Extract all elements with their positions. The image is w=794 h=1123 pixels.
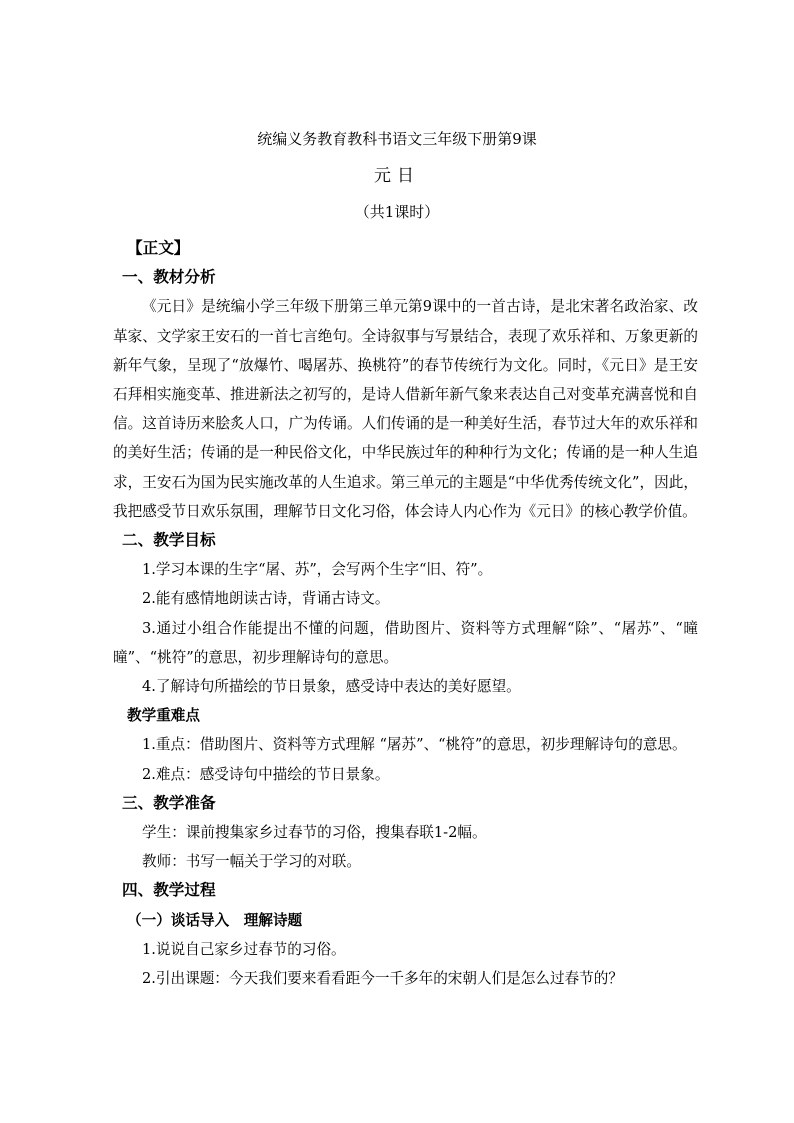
- objective-item: 3.通过小组合作能提出不懂的问题，借助图片、资料等方式理解“除”、“屠苏”、“曈曈”、“桃符”的意思，初步理解诗句的意思。: [113, 619, 698, 666]
- objective-item: 2.能有感情地朗读古诗，背诵古诗文。: [142, 590, 390, 608]
- key-points-subheading: 教学重难点: [127, 707, 200, 725]
- section-heading-preparation: 三、教学准备: [122, 793, 216, 812]
- section-heading-analysis: 一、教材分析: [122, 268, 216, 287]
- document-subtitle: （共1课时）: [354, 203, 440, 221]
- preparation-item: 学生：课前搜集家乡过春节的习俗，搜集春联1-2幅。: [142, 824, 487, 842]
- section-heading-objectives: 二、教学目标: [122, 531, 216, 550]
- process-item: 1.说说自己家乡过春节的习俗。: [142, 940, 346, 958]
- document-header: 统编义务教育教科书语文三年级下册第9课: [257, 130, 537, 148]
- objective-item: 1.学习本课的生字“屠、苏”，会写两个生字“旧、符”。: [142, 561, 493, 579]
- key-point-item: 2.难点：感受诗句中描绘的节日景象。: [142, 765, 390, 783]
- preparation-item: 教师：书写一幅关于学习的对联。: [142, 853, 361, 871]
- key-point-item: 1.重点：借助图片、资料等方式理解 “屠苏”、“桃符”的意思，初步理解诗句的意思。: [142, 736, 687, 754]
- section-heading-process: 四、教学过程: [122, 881, 216, 900]
- process-subheading: （一）谈话导入 理解诗题: [127, 911, 303, 929]
- document-body: [113, 234, 698, 993]
- analysis-paragraph: 《元日》是统编小学三年级下册第三单元第9课中的一首古诗，是北宋著名政治家、改革家、文学家王安石的一首七言绝句。全诗叙事与写景结合，表现了欢乐祥和、万象更新的新年气象，呈现了“放爆竹、喝屠苏、换桃符”的春节传统行为文化。同时，《元日》是王安石拜相实施变革、推进新法之初写的，是诗人借新年新气象来表达自己对变革充满喜悦和自信。这首诗历来脍炙人口，广为传诵。人们传诵的是一种美好生活，春节过大年的欢乐祥和的美好生活；传诵的是一种民俗文化，中华民族过年的种种行为文化；传诵的是一种人生追求，王安石为国为民实施改革的人生追求。第三单元的主题是“中华优秀传统文化”，因此，我把感受节日欢乐氛围，理解节日文化习俗，体会诗人内心作为《元日》的核心教学价值。: [113, 298, 698, 520]
- main-heading: 【正文】: [127, 239, 190, 257]
- process-item: 2.引出课题：今天我们要来看看距今一千多年的宋朝人们是怎么过春节的？: [142, 970, 623, 988]
- objective-item: 4.了解诗句所描绘的节日景象，感受诗中表达的美好愿望。: [142, 678, 521, 696]
- document-title: 元日: [374, 166, 420, 186]
